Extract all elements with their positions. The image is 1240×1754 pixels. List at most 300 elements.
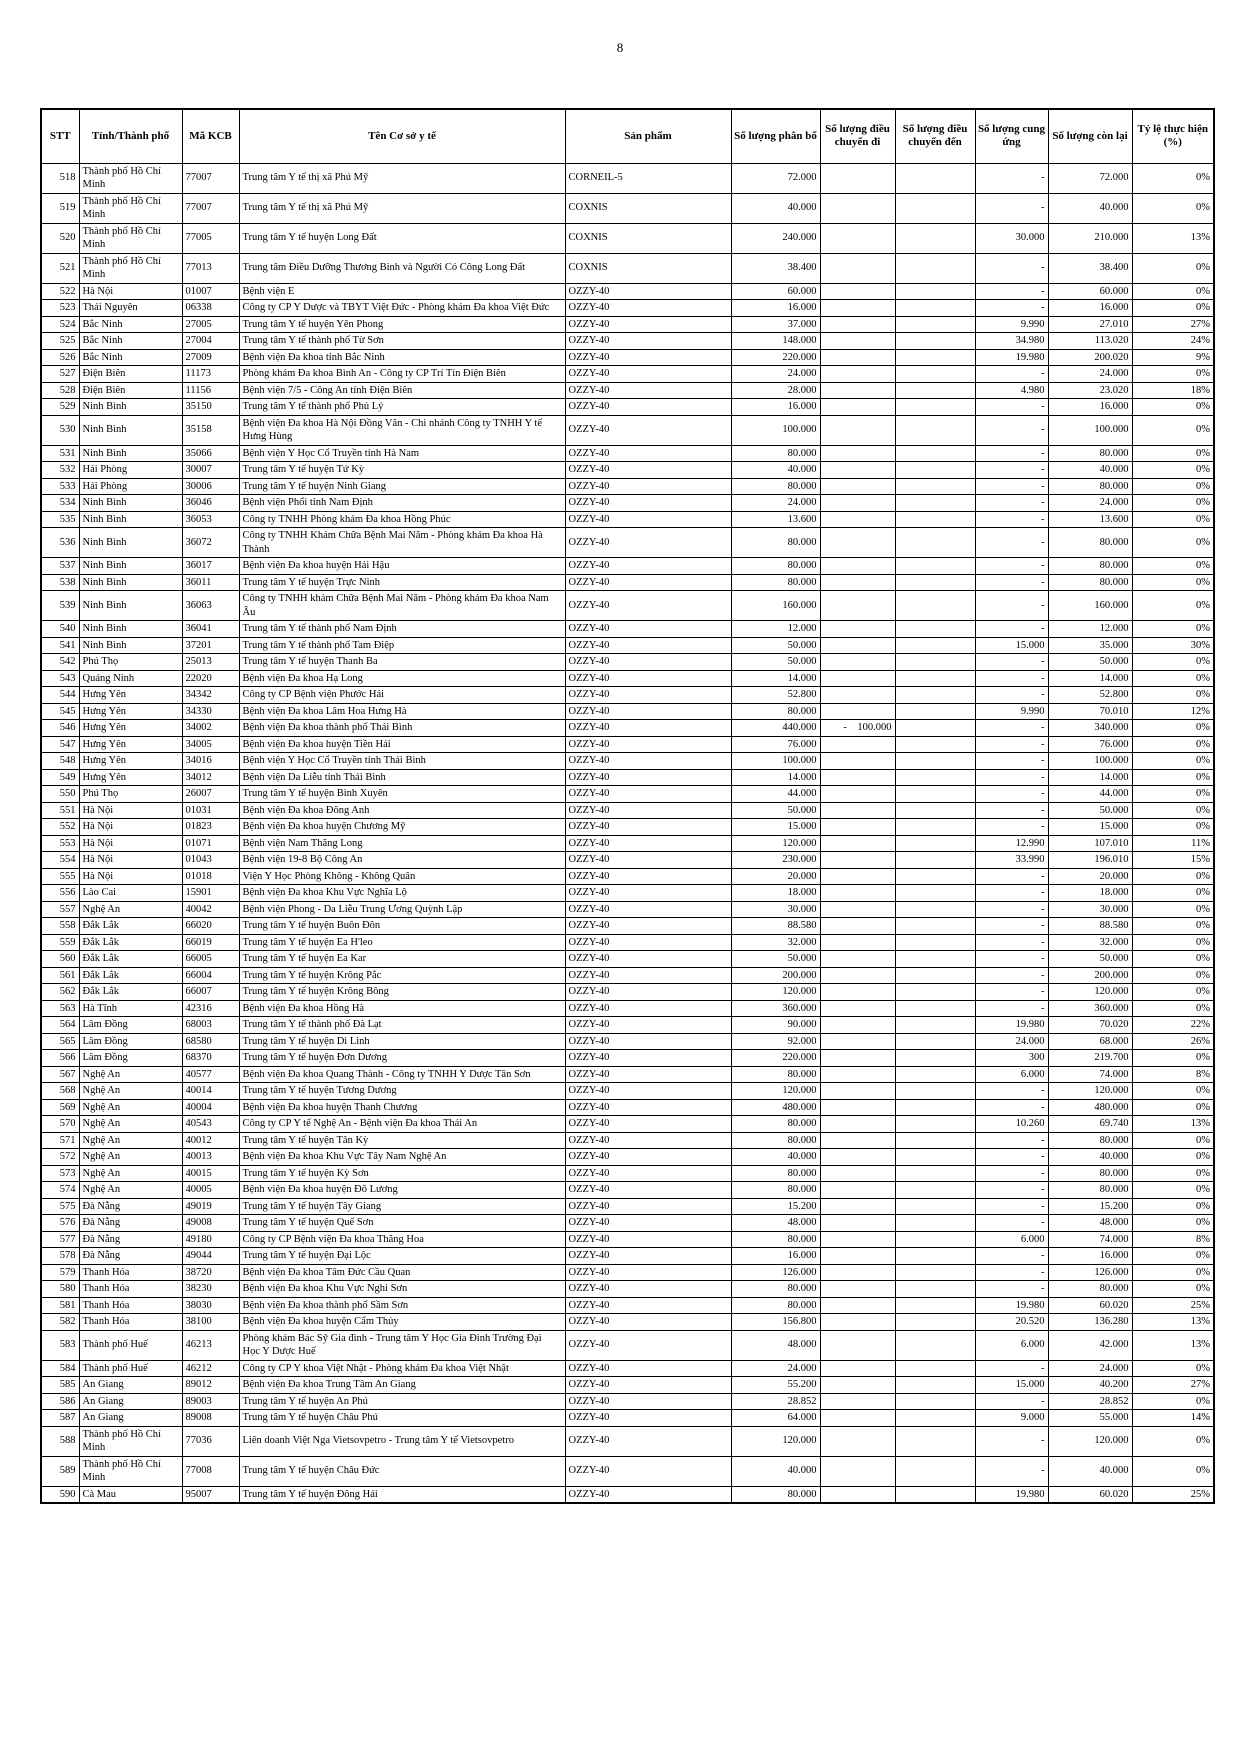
cell-execution-rate: 13% [1132,223,1214,253]
cell-province: Ninh Bình [79,528,182,558]
cell-stt: 522 [41,283,79,300]
cell-execution-rate: 0% [1132,1281,1214,1298]
cell-supplied: 30.000 [975,223,1048,253]
cell-transferred-out [820,934,895,951]
cell-product: OZZY-40 [565,415,731,445]
cell-province: Ninh Bình [79,511,182,528]
cell-transferred-out [820,1410,895,1427]
cell-allocated: 156.800 [731,1314,820,1331]
cell-transferred-out [820,1330,895,1360]
allocation-table [40,108,1215,1504]
table-row [41,670,1214,687]
cell-stt: 571 [41,1132,79,1149]
table-row [41,736,1214,753]
cell-allocated: 12.000 [731,621,820,638]
cell-facility-code: 77013 [182,253,239,283]
cell-transferred-in [895,934,975,951]
cell-execution-rate: 0% [1132,366,1214,383]
cell-supplied: 6.000 [975,1231,1048,1248]
cell-facility-name: Trung tâm Y tế thị xã Phú Mỹ [239,193,565,223]
cell-transferred-in [895,193,975,223]
cell-stt: 527 [41,366,79,383]
cell-remaining: 14.000 [1048,670,1132,687]
table-row [41,984,1214,1001]
cell-facility-code: 68370 [182,1050,239,1067]
cell-transferred-out [820,1264,895,1281]
table-row [41,163,1214,193]
cell-transferred-in [895,1281,975,1298]
cell-province: Hải Phòng [79,478,182,495]
cell-execution-rate: 26% [1132,1033,1214,1050]
cell-province: Thanh Hóa [79,1314,182,1331]
cell-province: Bắc Ninh [79,316,182,333]
cell-product: OZZY-40 [565,769,731,786]
cell-supplied: 9.990 [975,316,1048,333]
cell-remaining: 480.000 [1048,1099,1132,1116]
cell-execution-rate: 0% [1132,868,1214,885]
cell-facility-code: 01018 [182,868,239,885]
cell-supplied: 6.000 [975,1330,1048,1360]
cell-province: Hưng Yên [79,687,182,704]
cell-execution-rate: 30% [1132,637,1214,654]
cell-remaining: 55.000 [1048,1410,1132,1427]
cell-facility-name: Trung tâm Y tế huyện Quế Sơn [239,1215,565,1232]
cell-stt: 559 [41,934,79,951]
cell-facility-code: 01071 [182,835,239,852]
cell-province: Thanh Hóa [79,1297,182,1314]
table-row [41,574,1214,591]
cell-allocated: 60.000 [731,283,820,300]
cell-facility-name: Bệnh viện Đa khoa tỉnh Bắc Ninh [239,349,565,366]
cell-facility-name: Bệnh viện Đa khoa Hạ Long [239,670,565,687]
cell-allocated: 76.000 [731,736,820,753]
cell-execution-rate: 0% [1132,1050,1214,1067]
cell-transferred-in [895,591,975,621]
cell-province: Hải Phòng [79,462,182,479]
cell-supplied: - [975,901,1048,918]
column-header-transferred-out: Số lượng điều chuyển đi [820,109,895,163]
cell-transferred-out [820,868,895,885]
cell-province: Hưng Yên [79,753,182,770]
cell-stt: 519 [41,193,79,223]
cell-product: OZZY-40 [565,445,731,462]
cell-execution-rate: 0% [1132,1149,1214,1166]
cell-execution-rate: 0% [1132,1393,1214,1410]
cell-transferred-out [820,1099,895,1116]
cell-supplied: - [975,283,1048,300]
cell-facility-name: Trung tâm Y tế huyện Tương Dương [239,1083,565,1100]
cell-facility-code: 15901 [182,885,239,902]
cell-remaining: 15.000 [1048,819,1132,836]
cell-allocated: 230.000 [731,852,820,869]
cell-province: Đắk Lắk [79,967,182,984]
cell-product: OZZY-40 [565,901,731,918]
cell-remaining: 80.000 [1048,528,1132,558]
cell-supplied: - [975,253,1048,283]
cell-facility-code: 77007 [182,193,239,223]
cell-facility-code: 46213 [182,1330,239,1360]
cell-facility-code: 38230 [182,1281,239,1298]
cell-product: OZZY-40 [565,967,731,984]
cell-transferred-out [820,1083,895,1100]
cell-stt: 524 [41,316,79,333]
cell-execution-rate: 12% [1132,703,1214,720]
cell-stt: 550 [41,786,79,803]
cell-execution-rate: 8% [1132,1066,1214,1083]
table-row [41,885,1214,902]
cell-remaining: 48.000 [1048,1215,1132,1232]
cell-transferred-out [820,1050,895,1067]
cell-transferred-in [895,1360,975,1377]
cell-transferred-out [820,478,895,495]
cell-facility-name: Phòng khám Bác Sỹ Gia đình - Trung tâm Y Học Gia Đình Trường Đại Học Y Dược Huế [239,1330,565,1360]
table-row [41,687,1214,704]
cell-product: OZZY-40 [565,885,731,902]
cell-supplied: 12.990 [975,835,1048,852]
cell-province: Đà Nẵng [79,1231,182,1248]
column-header-facility-code: Mã KCB [182,109,239,163]
cell-stt: 546 [41,720,79,737]
cell-province: Thành phố Huế [79,1330,182,1360]
cell-transferred-out [820,1360,895,1377]
cell-supplied: - [975,1099,1048,1116]
cell-remaining: 100.000 [1048,415,1132,445]
cell-supplied: - [975,300,1048,317]
cell-transferred-out [820,163,895,193]
cell-facility-name: Bệnh viện Đa khoa huyện Tiền Hải [239,736,565,753]
cell-facility-name: Công ty CP Bệnh viện Đa khoa Thăng Hoa [239,1231,565,1248]
column-header-allocated: Số lượng phân bổ [731,109,820,163]
cell-product: OZZY-40 [565,1149,731,1166]
cell-execution-rate: 0% [1132,1248,1214,1265]
cell-remaining: 40.000 [1048,462,1132,479]
cell-province: Lâm Đồng [79,1050,182,1067]
cell-supplied: - [975,163,1048,193]
cell-facility-code: 34002 [182,720,239,737]
cell-supplied: - [975,1456,1048,1486]
cell-remaining: 80.000 [1048,445,1132,462]
cell-facility-name: Bệnh viện Đa khoa huyện Thanh Chương [239,1099,565,1116]
cell-province: Nghệ An [79,1099,182,1116]
cell-execution-rate: 0% [1132,1426,1214,1456]
cell-facility-code: 11156 [182,382,239,399]
cell-supplied: 9.990 [975,703,1048,720]
cell-allocated: 80.000 [731,1231,820,1248]
cell-province: Ninh Bình [79,591,182,621]
cell-province: Điện Biên [79,382,182,399]
cell-product: OZZY-40 [565,1377,731,1394]
cell-facility-code: 40013 [182,1149,239,1166]
cell-facility-name: Bệnh viện Phong - Da Liễu Trung Ương Quỳnh Lập [239,901,565,918]
cell-transferred-in [895,349,975,366]
cell-transferred-out [820,495,895,512]
cell-facility-code: 34012 [182,769,239,786]
cell-remaining: 107.010 [1048,835,1132,852]
cell-remaining: 72.000 [1048,163,1132,193]
cell-province: Thành phố Hồ Chí Minh [79,193,182,223]
cell-facility-name: Liên doanh Việt Nga Vietsovpetro - Trung tâm Y tế Vietsovpetro [239,1426,565,1456]
cell-supplied: - [975,1132,1048,1149]
cell-stt: 564 [41,1017,79,1034]
cell-province: Thành phố Hồ Chí Minh [79,1426,182,1456]
cell-allocated: 80.000 [731,528,820,558]
cell-province: Đắk Lắk [79,984,182,1001]
cell-supplied: - [975,193,1048,223]
cell-stt: 526 [41,349,79,366]
cell-facility-name: Trung tâm Y tế huyện Ninh Giang [239,478,565,495]
cell-remaining: 35.000 [1048,637,1132,654]
cell-transferred-in [895,1456,975,1486]
cell-transferred-in [895,1017,975,1034]
table-row [41,300,1214,317]
cell-transferred-out [820,1314,895,1331]
table-row [41,1017,1214,1034]
cell-remaining: 50.000 [1048,951,1132,968]
column-header-transferred-in: Số lượng điều chuyển đến [895,109,975,163]
cell-stt: 557 [41,901,79,918]
cell-transferred-out [820,654,895,671]
cell-supplied: - [975,591,1048,621]
cell-stt: 523 [41,300,79,317]
table-row [41,1116,1214,1133]
cell-transferred-in [895,1297,975,1314]
cell-facility-code: 01043 [182,852,239,869]
cell-allocated: 80.000 [731,558,820,575]
table-row [41,1149,1214,1166]
cell-supplied: 34.980 [975,333,1048,350]
cell-facility-code: 01007 [182,283,239,300]
cell-execution-rate: 11% [1132,835,1214,852]
cell-allocated: 88.580 [731,918,820,935]
cell-execution-rate: 0% [1132,300,1214,317]
cell-supplied: 15.000 [975,1377,1048,1394]
table-row [41,1000,1214,1017]
cell-province: Thành phố Hồ Chí Minh [79,163,182,193]
cell-transferred-in [895,1393,975,1410]
cell-facility-code: 49008 [182,1215,239,1232]
cell-transferred-out [820,951,895,968]
cell-transferred-in [895,918,975,935]
cell-facility-code: 68003 [182,1017,239,1034]
cell-facility-code: 11173 [182,366,239,383]
cell-transferred-in [895,1066,975,1083]
cell-product: OZZY-40 [565,1165,731,1182]
cell-supplied: - [975,1165,1048,1182]
cell-allocated: 480.000 [731,1099,820,1116]
cell-province: Nghệ An [79,1116,182,1133]
cell-execution-rate: 0% [1132,654,1214,671]
cell-facility-code: 40543 [182,1116,239,1133]
cell-supplied: - [975,918,1048,935]
cell-transferred-out [820,399,895,416]
table-row [41,1083,1214,1100]
cell-facility-name: Trung tâm Y tế huyện Buôn Đôn [239,918,565,935]
cell-execution-rate: 18% [1132,382,1214,399]
cell-province: Nghệ An [79,1149,182,1166]
cell-facility-code: 38100 [182,1314,239,1331]
cell-product: CORNEIL-5 [565,163,731,193]
cell-stt: 548 [41,753,79,770]
cell-allocated: 24.000 [731,1360,820,1377]
cell-execution-rate: 13% [1132,1314,1214,1331]
cell-province: Đắk Lắk [79,918,182,935]
cell-province: Đắk Lắk [79,934,182,951]
cell-province: Điện Biên [79,366,182,383]
cell-supplied: 20.520 [975,1314,1048,1331]
cell-facility-name: Trung tâm Y tế thành phố Tam Điệp [239,637,565,654]
cell-transferred-in [895,1116,975,1133]
cell-facility-name: Phòng khám Đa khoa Bình An - Công ty CP Trí Tín Điện Biên [239,366,565,383]
cell-remaining: 42.000 [1048,1330,1132,1360]
table-row [41,591,1214,621]
cell-allocated: 120.000 [731,1426,820,1456]
cell-product: OZZY-40 [565,720,731,737]
cell-province: Hưng Yên [79,703,182,720]
cell-transferred-out [820,753,895,770]
cell-execution-rate: 0% [1132,415,1214,445]
cell-supplied: - [975,967,1048,984]
cell-facility-code: 42316 [182,1000,239,1017]
cell-transferred-in [895,445,975,462]
cell-facility-code: 66019 [182,934,239,951]
cell-transferred-in [895,901,975,918]
cell-supplied: - [975,366,1048,383]
table-row [41,316,1214,333]
cell-allocated: 28.852 [731,1393,820,1410]
cell-allocated: 200.000 [731,967,820,984]
cell-transferred-in [895,703,975,720]
cell-remaining: 76.000 [1048,736,1132,753]
cell-allocated: 72.000 [731,163,820,193]
cell-transferred-out [820,852,895,869]
cell-stt: 555 [41,868,79,885]
cell-allocated: 220.000 [731,1050,820,1067]
cell-transferred-out [820,1165,895,1182]
table-row [41,1248,1214,1265]
cell-allocated: 48.000 [731,1330,820,1360]
cell-remaining: 52.800 [1048,687,1132,704]
cell-transferred-in [895,885,975,902]
cell-execution-rate: 0% [1132,670,1214,687]
cell-execution-rate: 0% [1132,528,1214,558]
cell-product: OZZY-40 [565,918,731,935]
cell-facility-name: Công ty TNHH Phòng khám Đa khoa Hồng Phúc [239,511,565,528]
cell-supplied: - [975,511,1048,528]
table-row [41,819,1214,836]
cell-allocated: 13.600 [731,511,820,528]
cell-transferred-in [895,1314,975,1331]
cell-transferred-in [895,670,975,687]
cell-transferred-out [820,1066,895,1083]
cell-province: Quảng Ninh [79,670,182,687]
cell-transferred-out [820,528,895,558]
cell-remaining: 340.000 [1048,720,1132,737]
table-row [41,901,1214,918]
cell-transferred-out [820,802,895,819]
cell-province: Hà Tĩnh [79,1000,182,1017]
table-row [41,967,1214,984]
cell-stt: 578 [41,1248,79,1265]
cell-facility-name: Bệnh viện Đa khoa Hồng Hà [239,1000,565,1017]
cell-remaining: 40.000 [1048,1456,1132,1486]
cell-transferred-out [820,1116,895,1133]
cell-allocated: 80.000 [731,1066,820,1083]
cell-allocated: 50.000 [731,654,820,671]
cell-facility-code: 34016 [182,753,239,770]
cell-facility-code: 01031 [182,802,239,819]
cell-product: OZZY-40 [565,333,731,350]
cell-facility-code: 66004 [182,967,239,984]
cell-facility-code: 77008 [182,1456,239,1486]
cell-facility-name: Trung tâm Điều Dưỡng Thương Binh và Người Có Công Long Đất [239,253,565,283]
cell-facility-name: Trung tâm Y tế thành phố Từ Sơn [239,333,565,350]
table-row [41,558,1214,575]
cell-supplied: - [975,399,1048,416]
cell-facility-name: Trung tâm Y tế huyện Yên Phong [239,316,565,333]
cell-facility-code: 40577 [182,1066,239,1083]
cell-transferred-out [820,445,895,462]
cell-allocated: 48.000 [731,1215,820,1232]
cell-remaining: 60.020 [1048,1486,1132,1503]
cell-transferred-in [895,366,975,383]
cell-remaining: 12.000 [1048,621,1132,638]
table-row [41,1231,1214,1248]
cell-allocated: 40.000 [731,1456,820,1486]
cell-facility-name: Bệnh viện Da Liễu tỉnh Thái Bình [239,769,565,786]
cell-transferred-in [895,951,975,968]
cell-execution-rate: 0% [1132,445,1214,462]
cell-transferred-in [895,1099,975,1116]
cell-stt: 521 [41,253,79,283]
cell-transferred-in [895,654,975,671]
cell-province: Hưng Yên [79,736,182,753]
cell-stt: 586 [41,1393,79,1410]
cell-transferred-out [820,670,895,687]
table-row [41,333,1214,350]
cell-remaining: 24.000 [1048,495,1132,512]
cell-facility-name: Bệnh viện Đa khoa thành phố Thái Bình [239,720,565,737]
cell-transferred-out [820,415,895,445]
cell-product: COXNIS [565,193,731,223]
cell-province: Lào Cai [79,885,182,902]
cell-stt: 579 [41,1264,79,1281]
cell-facility-name: Bệnh viện 7/5 - Công An tỉnh Điện Biên [239,382,565,399]
cell-supplied: - [975,621,1048,638]
cell-remaining: 28.852 [1048,1393,1132,1410]
cell-remaining: 80.000 [1048,1165,1132,1182]
cell-execution-rate: 0% [1132,511,1214,528]
cell-supplied: - [975,819,1048,836]
cell-supplied: - [975,1281,1048,1298]
cell-transferred-in [895,495,975,512]
cell-facility-name: Bệnh viện Đa khoa huyện Đô Lương [239,1182,565,1199]
cell-province: Hưng Yên [79,769,182,786]
cell-transferred-out [820,382,895,399]
cell-transferred-in [895,852,975,869]
cell-execution-rate: 0% [1132,253,1214,283]
cell-supplied: - [975,786,1048,803]
cell-transferred-out [820,1297,895,1314]
cell-product: OZZY-40 [565,868,731,885]
cell-product: OZZY-40 [565,300,731,317]
cell-transferred-out [820,333,895,350]
cell-facility-code: 36053 [182,511,239,528]
cell-transferred-out [820,1456,895,1486]
cell-product: OZZY-40 [565,1099,731,1116]
table-row [41,511,1214,528]
table-row [41,1360,1214,1377]
cell-facility-name: Trung tâm Y tế huyện Long Đất [239,223,565,253]
